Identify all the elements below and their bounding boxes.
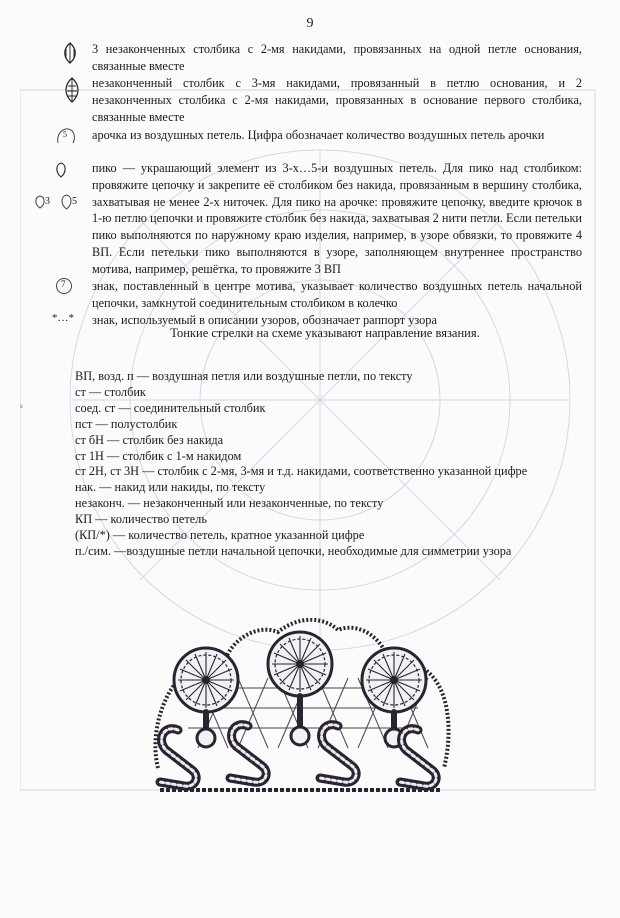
lace-edging-illustration <box>148 618 454 800</box>
abbreviation-item: (КП/*) — количество петель, кратное указанной цифре <box>75 528 365 543</box>
abbreviation-list <box>75 369 595 560</box>
picot-icon <box>55 162 67 178</box>
abbreviation-item: пст — полустолбик <box>75 416 178 431</box>
symbol-row-3 <box>0 127 620 160</box>
abbreviation-item: ст 2Н, ст 3Н — столбик с 2-мя, 3-мя и т.д. накидами, соответственно указанной цифре <box>75 464 528 479</box>
abbreviation-item: ст — столбик <box>75 384 146 399</box>
symbol-description: знак, поставленный в центре мотива, указывает количество воздушных петель начальной цепочки, замкнутой соединительным столбиком в колечко <box>92 279 582 310</box>
symbol-description: знак, используемый в описании узоров, обозначает раппорт узора <box>92 313 437 327</box>
picot-small-count: 3 <box>45 196 50 207</box>
symbol-description: пико — украшающий элемент из 3-х…5-и воздушных петель. Для пико над столбиком: провяжите цепочку и закрепите её столбиком без накида, провязанным в вершину столбика, захватывая не менее 2-х ниточек. Для пико на арочке: провяжите цепочку, введите крючок в 1-ю петлю цепочки и провяжите столбик без накида, захватывая 2 нити петли. Если петельки пико выполняются по наружному краю изделия, например, в узоре обвязки, то провяжите 4 ВП. Если петельки пико выполняются в узоре, заполняющем внутреннее пространство мотива, например, решётка, то провяжите 3 ВП <box>92 161 582 276</box>
symbol-description: незаконченный столбик с 3-мя накидами, провязанный в петлю основания, и 2 незаконченных столбика с 2-мя накидами, провязанных в основание первого столбика, связанные вместе <box>92 76 582 124</box>
symbol-row-1 <box>0 41 620 75</box>
margin-mark: s <box>20 402 23 410</box>
symbol-row-4 <box>0 160 620 278</box>
symbol-row-5 <box>0 278 620 312</box>
page-number: 9 <box>306 16 314 31</box>
abbreviation-item: п./сим. —воздушные петли начальной цепочки, необходимые для симметрии узора <box>75 543 512 558</box>
repeat-marks-icon: *…* <box>52 312 74 324</box>
abbreviation-item: КП — количество петель <box>75 512 207 527</box>
abbreviation-item: ст бН — столбик без накида <box>75 432 224 447</box>
abbreviation-item: ВП, возд. п — воздушная петля или воздушные петли, по тексту <box>75 369 413 383</box>
arrow-direction-note: Тонкие стрелки на схеме указывают направление вязания. <box>170 326 480 340</box>
picot-large-count: 5 <box>72 196 77 207</box>
abbreviation-item: ст 1Н — столбик с 1-м накидом <box>75 448 242 463</box>
unfinished-treble-cluster-leaf-icon <box>63 77 81 103</box>
chain-arch-count: 5 <box>63 130 67 139</box>
abbreviation-item: незаконч. — незаконченный или незаконченные, по тексту <box>75 496 384 511</box>
abbreviation-item: соед. ст — соединительный столбик <box>75 400 266 415</box>
symbol-description: арочка из воздушных петель. Цифра обозначает количество воздушных петель арочки <box>92 128 545 142</box>
symbol-description: 3 незаконченных столбика с 2-мя накидами, провязанных на одной петле основания, связанные вместе <box>92 42 582 73</box>
symbol-row-2 <box>0 75 620 127</box>
three-unfinished-dc-leaf-icon <box>62 42 78 64</box>
abbreviation-item: нак. — накид или накиды, по тексту <box>75 480 266 495</box>
symbol-legend <box>0 41 620 330</box>
center-ring-count: 7 <box>61 279 66 289</box>
